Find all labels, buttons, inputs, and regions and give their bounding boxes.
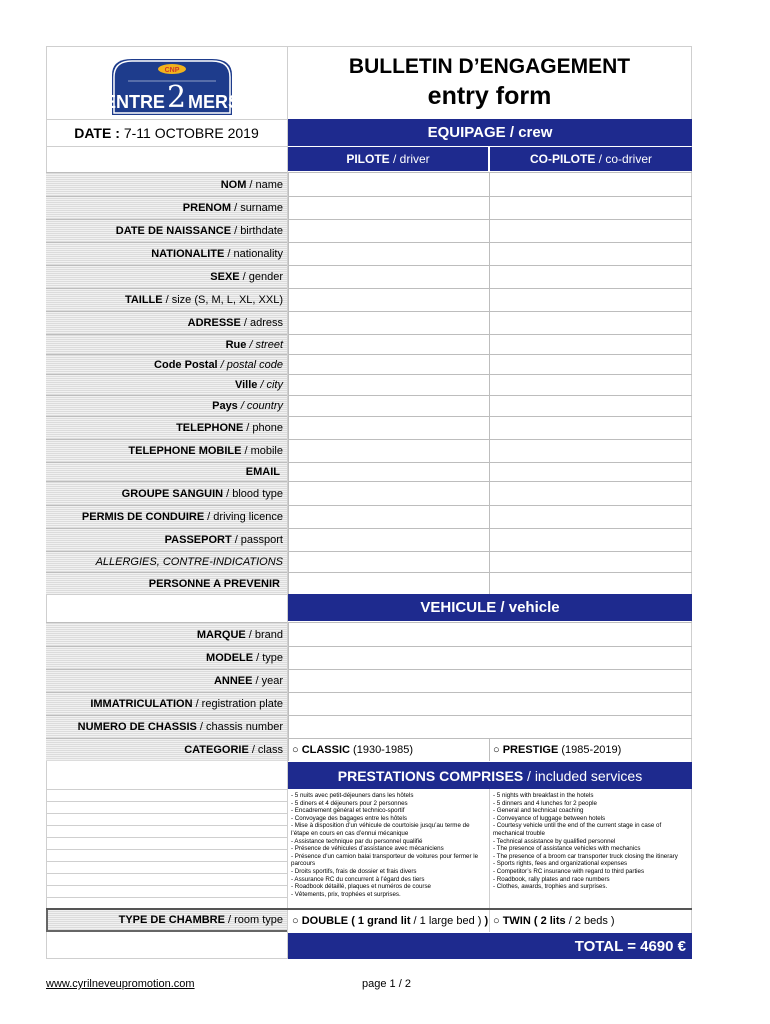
vehicle-field-input-a[interactable] — [288, 646, 692, 669]
blank-rule — [46, 837, 287, 838]
crew-field-label — [46, 311, 287, 334]
vehicle-field-label-en: / brand — [248, 628, 283, 641]
service-item: - Assistance technique par du personnel qualifié — [291, 837, 423, 845]
crew-field-label — [46, 481, 287, 505]
logo-word-entre: ENTRE — [103, 92, 165, 112]
vehicle-field-label — [46, 646, 287, 669]
crew-field-label — [46, 416, 287, 439]
crew-field-input-a[interactable] — [288, 288, 489, 311]
crew-field-input-b[interactable] — [489, 242, 692, 265]
total-price: TOTAL = 4690 € — [288, 933, 692, 959]
vehicle-field-input-a[interactable] — [288, 669, 692, 692]
vehicle-field-label-fr: ANNEE — [213, 675, 253, 687]
service-item: - The presence of a broom car transporter truck closing the itinerary — [493, 852, 678, 860]
crew-field-input-a[interactable] — [288, 265, 489, 288]
blank-rule — [46, 873, 287, 874]
room-type-label — [46, 910, 287, 932]
vehicle-field-label-fr: MARQUE — [196, 628, 246, 641]
vehicle-section-header — [288, 594, 692, 621]
crew-field-label — [46, 528, 287, 551]
copilot-title-en: / co-driver — [598, 152, 653, 166]
classic-years: (1930-1985) — [353, 743, 413, 756]
crew-field-label-fr: DATE DE NAISSANCE — [115, 225, 232, 237]
service-item: - Sports rights, fees and organizational expenses — [493, 860, 628, 868]
service-item: - Vêtements, prix, trophées et surprises. — [291, 890, 401, 898]
vehicle-field-label-en: / registration plate — [195, 698, 283, 710]
crew-field-label-en: / country — [240, 400, 283, 412]
crew-field-input-b[interactable] — [489, 572, 692, 595]
crew-field-input-a[interactable] — [288, 416, 489, 439]
crew-field-input-b[interactable] — [489, 439, 692, 462]
pilot-title-en: / driver — [393, 152, 430, 166]
classic-label: ○ CLASSIC — [292, 743, 350, 756]
rule — [46, 594, 287, 595]
crew-field-label-en: / city — [260, 379, 283, 391]
crew-field-label — [46, 572, 287, 595]
blank-rule — [46, 897, 287, 898]
crew-field-label-fr: TELEPHONE MOBILE — [128, 445, 242, 457]
crew-field-label-fr: NATIONALITE — [151, 248, 225, 260]
crew-field-input-b[interactable] — [489, 219, 692, 242]
crew-field-input-a[interactable] — [288, 551, 489, 572]
title-french: BULLETIN D’ENGAGEMENT — [348, 55, 631, 78]
crew-field-label — [46, 265, 287, 288]
crew-field-label-fr: GROUPE SANGUIN — [121, 487, 224, 500]
crew-field-label — [46, 219, 287, 242]
crew-field-label — [46, 288, 287, 311]
room-twin-option[interactable] — [493, 910, 615, 932]
crew-field-input-b[interactable] — [489, 416, 692, 439]
services-divider — [489, 789, 490, 908]
crew-field-label-en: / nationality — [227, 248, 283, 260]
vehicle-field-label-fr: NUMERO DE CHASSIS — [77, 721, 197, 733]
service-item: - 5 nights with breakfast in the hotels — [493, 792, 594, 799]
crew-field-input-a[interactable] — [288, 311, 489, 334]
crew-field-label-fr: PERSONNE A PREVENIR — [148, 578, 280, 590]
service-item: - Courtesy vehicle until the end of the current stage in case of mechanical trouble — [493, 822, 662, 837]
crew-field-label-en: / phone — [246, 422, 283, 434]
vehicle-field-input-a[interactable] — [288, 622, 692, 646]
crew-field-input-a[interactable] — [288, 334, 489, 354]
crew-field-input-a[interactable] — [288, 242, 489, 265]
crew-field-label-en: / surname — [234, 202, 283, 214]
vehicle-field-label — [46, 692, 287, 715]
crew-field-input-b[interactable] — [489, 265, 692, 288]
crew-field-label-en: / gender — [242, 271, 283, 283]
crew-field-input-a[interactable] — [288, 572, 489, 595]
crew-field-label — [46, 505, 287, 528]
crew-field-label-en: / size (S, M, L, XL, XXL) — [165, 294, 283, 306]
room-label-en: / room type — [227, 914, 283, 926]
crew-field-label-fr: Pays — [212, 400, 238, 412]
crew-field-label-fr: Code Postal — [154, 358, 218, 371]
double-label: ○ DOUBLE ( 1 grand lit — [292, 915, 411, 927]
crew-field-label-fr: TAILLE — [124, 294, 163, 306]
crew-field-input-a[interactable] — [288, 219, 489, 242]
service-item: - Assurance RC du concurrent à l’égard des tiers — [291, 875, 425, 883]
service-item: - Présence d’un camion balai transporteur de voitures pour fermer le parcours — [291, 852, 479, 868]
crew-field-label-en: / birthdate — [234, 225, 283, 237]
form-title — [288, 54, 691, 112]
page-number: page 1 / 2 — [362, 978, 411, 990]
crew-field-label — [46, 439, 287, 462]
services-section-header — [288, 762, 692, 789]
pilot-title-fr: PILOTE — [346, 152, 390, 166]
crew-field-label-fr: PRENOM — [182, 202, 232, 214]
vehicle-field-label — [46, 715, 287, 738]
crew-field-input-a[interactable] — [288, 528, 489, 551]
crew-field-input-b[interactable] — [489, 334, 692, 354]
crew-section-header — [288, 119, 692, 146]
vehicle-title-en: / vehicle — [500, 599, 560, 616]
service-item: - Clothes, awards, trophies and surprises. — [493, 883, 608, 891]
logo-word-mers: MERS — [188, 92, 241, 112]
crew-field-label-en: / driving licence — [207, 511, 283, 523]
services-list-en — [493, 792, 689, 891]
vehicle-field-label — [46, 738, 287, 761]
copilot-column-header — [490, 147, 692, 171]
crew-field-label-fr: NOM — [220, 178, 247, 191]
date-label: DATE : — [74, 124, 120, 141]
crew-field-label — [46, 242, 287, 265]
services-list-fr — [291, 792, 484, 898]
crew-field-input-a[interactable] — [288, 439, 489, 462]
prestige-label: ○ PRESTIGE — [493, 743, 559, 756]
entre-2-mers-logo — [103, 55, 241, 117]
crew-field-label-fr: Ville — [234, 379, 258, 391]
crew-field-input-b[interactable] — [489, 551, 692, 572]
vehicle-field-label-en: / class — [251, 744, 283, 756]
crew-field-label-en: / mobile — [244, 445, 283, 457]
title-english: entry form — [427, 82, 552, 110]
vehicle-field-input-a[interactable] — [288, 692, 692, 715]
blank-rule — [46, 801, 287, 802]
classic-option[interactable] — [292, 738, 413, 761]
pilot-column-header — [288, 147, 488, 171]
service-item: - Competitor’s RC insurance with regard to third parties — [493, 867, 645, 875]
crew-field-label-fr: EMAIL — [245, 466, 280, 478]
crew-field-input-b[interactable] — [489, 481, 692, 505]
crew-field-label-en: / blood type — [226, 487, 283, 500]
crew-field-label-en: / name — [249, 178, 283, 191]
crew-field-label — [46, 374, 287, 395]
crew-field-label-en: / street — [249, 338, 283, 351]
room-label-fr: TYPE DE CHAMBRE — [118, 914, 225, 926]
crew-field-label-fr: PERMIS DE CONDUIRE — [81, 511, 205, 523]
crew-field-input-b[interactable] — [489, 288, 692, 311]
double-desc: / 1 large bed ) — [413, 915, 482, 927]
website-link[interactable]: www.cyrilneveupromotion.com — [46, 978, 195, 990]
blank-rule — [46, 789, 287, 790]
service-item: - General and technical coaching — [493, 807, 584, 815]
crew-field-input-a[interactable] — [288, 172, 489, 196]
service-item: - 5 nuits avec petit-déjeuners dans les hôtels — [291, 792, 414, 799]
crew-field-input-b[interactable] — [489, 172, 692, 196]
vehicle-field-label-en: / type — [256, 652, 283, 664]
crew-field-label — [46, 172, 287, 196]
service-item: - Mise à disposition d’un véhicule de courtoisie jusqu’au terme de l’étape en cours en cas d’ennui mécanique — [291, 822, 470, 837]
twin-desc: / 2 beds ) — [568, 915, 615, 927]
room-double-option[interactable]: ○ DOUBLE ( 1 grand lit / 1 large bed ) ) — [292, 915, 489, 927]
crew-field-input-a[interactable] — [288, 354, 489, 374]
crew-field-input-b[interactable] — [489, 374, 692, 395]
crew-field-input-a[interactable] — [288, 374, 489, 395]
crew-field-input-a[interactable] — [288, 481, 489, 505]
crew-field-label-en: / adress — [243, 317, 283, 329]
crew-field-input-b[interactable] — [489, 395, 692, 416]
blank-rule — [46, 849, 287, 850]
service-item: - Technical assistance by qualified personnel — [493, 837, 616, 845]
crew-field-label-en: / passport — [234, 534, 283, 546]
room-divider — [489, 910, 490, 932]
crew-field-label-fr: Rue — [225, 338, 247, 351]
crew-field-label-fr: SEXE — [210, 271, 240, 283]
blank-rule — [46, 813, 287, 814]
vehicle-field-label — [46, 622, 287, 646]
service-item: - Encadrement général et technico-sportif — [291, 807, 405, 815]
crew-field-input-a[interactable] — [288, 462, 489, 481]
vehicle-field-label-fr: CATEGORIE — [184, 744, 249, 756]
service-item: - Roadbook détaillé, plaques et numéros de course — [291, 883, 431, 891]
crew-field-label-fr: ADRESSE — [187, 317, 241, 329]
crew-field-label-fr: PASSEPORT — [164, 534, 232, 546]
crew-field-label — [46, 196, 287, 219]
logo-number: 2 — [166, 80, 187, 115]
crew-field-input-b[interactable] — [489, 354, 692, 374]
blank-rule — [46, 885, 287, 886]
service-item: - Convoyage des bagages entre les hôtels — [291, 814, 407, 822]
crew-field-label — [46, 354, 287, 374]
vehicle-field-label-fr: MODELE — [206, 652, 254, 664]
crew-field-input-b[interactable] — [489, 505, 692, 528]
prestige-option[interactable] — [493, 738, 621, 761]
service-item: - Roadbook, rally plates and race numbers — [493, 875, 610, 883]
service-item: - Conveyance of luggage between hotels — [493, 814, 606, 822]
services-title-en: / included services — [527, 767, 643, 784]
crew-field-input-b[interactable] — [489, 196, 692, 219]
crew-field-input-b[interactable] — [489, 462, 692, 481]
crew-field-label — [46, 462, 287, 481]
crew-field-label — [46, 395, 287, 416]
blank-rule — [46, 861, 287, 862]
vehicle-field-label — [46, 669, 287, 692]
copilot-title-fr: CO-PILOTE — [529, 152, 596, 166]
crew-field-input-a[interactable] — [288, 505, 489, 528]
crew-field-label-fr: TELEPHONE — [176, 422, 244, 434]
date-value: 7-11 OCTOBRE 2019 — [123, 124, 259, 141]
crew-field-input-b[interactable] — [489, 311, 692, 334]
service-item: - Présence de véhicules d’assistance avec mécaniciens — [291, 845, 444, 853]
crew-title-fr: EQUIPAGE — [427, 124, 506, 141]
crew-field-input-b[interactable] — [489, 528, 692, 551]
service-item: - The presence of assistance vehicles with mechanics — [493, 845, 641, 853]
rule — [46, 146, 287, 147]
vehicle-field-label-en: / year — [255, 675, 283, 687]
services-title-fr: PRESTATIONS COMPRISES — [337, 767, 524, 784]
service-item: - 5 dinners and 4 lunches for 2 people — [493, 799, 597, 807]
prestige-years: (1985-2019) — [561, 743, 622, 756]
vehicle-field-input-a[interactable] — [288, 715, 692, 738]
crew-field-input-a[interactable] — [288, 395, 489, 416]
crew-field-label — [46, 551, 287, 572]
crew-field-label-en: ALLERGIES, CONTRE-INDICATIONS — [95, 556, 283, 568]
service-item: - Droits sportifs, frais de dossier et frais divers — [291, 867, 417, 875]
crew-title-en: / crew — [509, 124, 553, 141]
svg-text:CNP: CNP — [164, 67, 180, 74]
vehicle-field-label-fr: IMMATRICULATION — [90, 698, 193, 710]
twin-label: ○ TWIN ( 2 lits — [493, 915, 566, 927]
blank-rule — [46, 825, 287, 826]
event-date — [46, 119, 287, 146]
crew-field-label — [46, 334, 287, 354]
crew-field-input-a[interactable] — [288, 196, 489, 219]
service-item: - 5 diners et 4 déjeuners pour 2 personnes — [291, 799, 408, 807]
crew-field-label-en: / postal code — [220, 358, 283, 371]
vehicle-field-label-en: / chassis number — [199, 721, 283, 733]
vehicle-title-fr: VEHICULE — [420, 599, 497, 616]
